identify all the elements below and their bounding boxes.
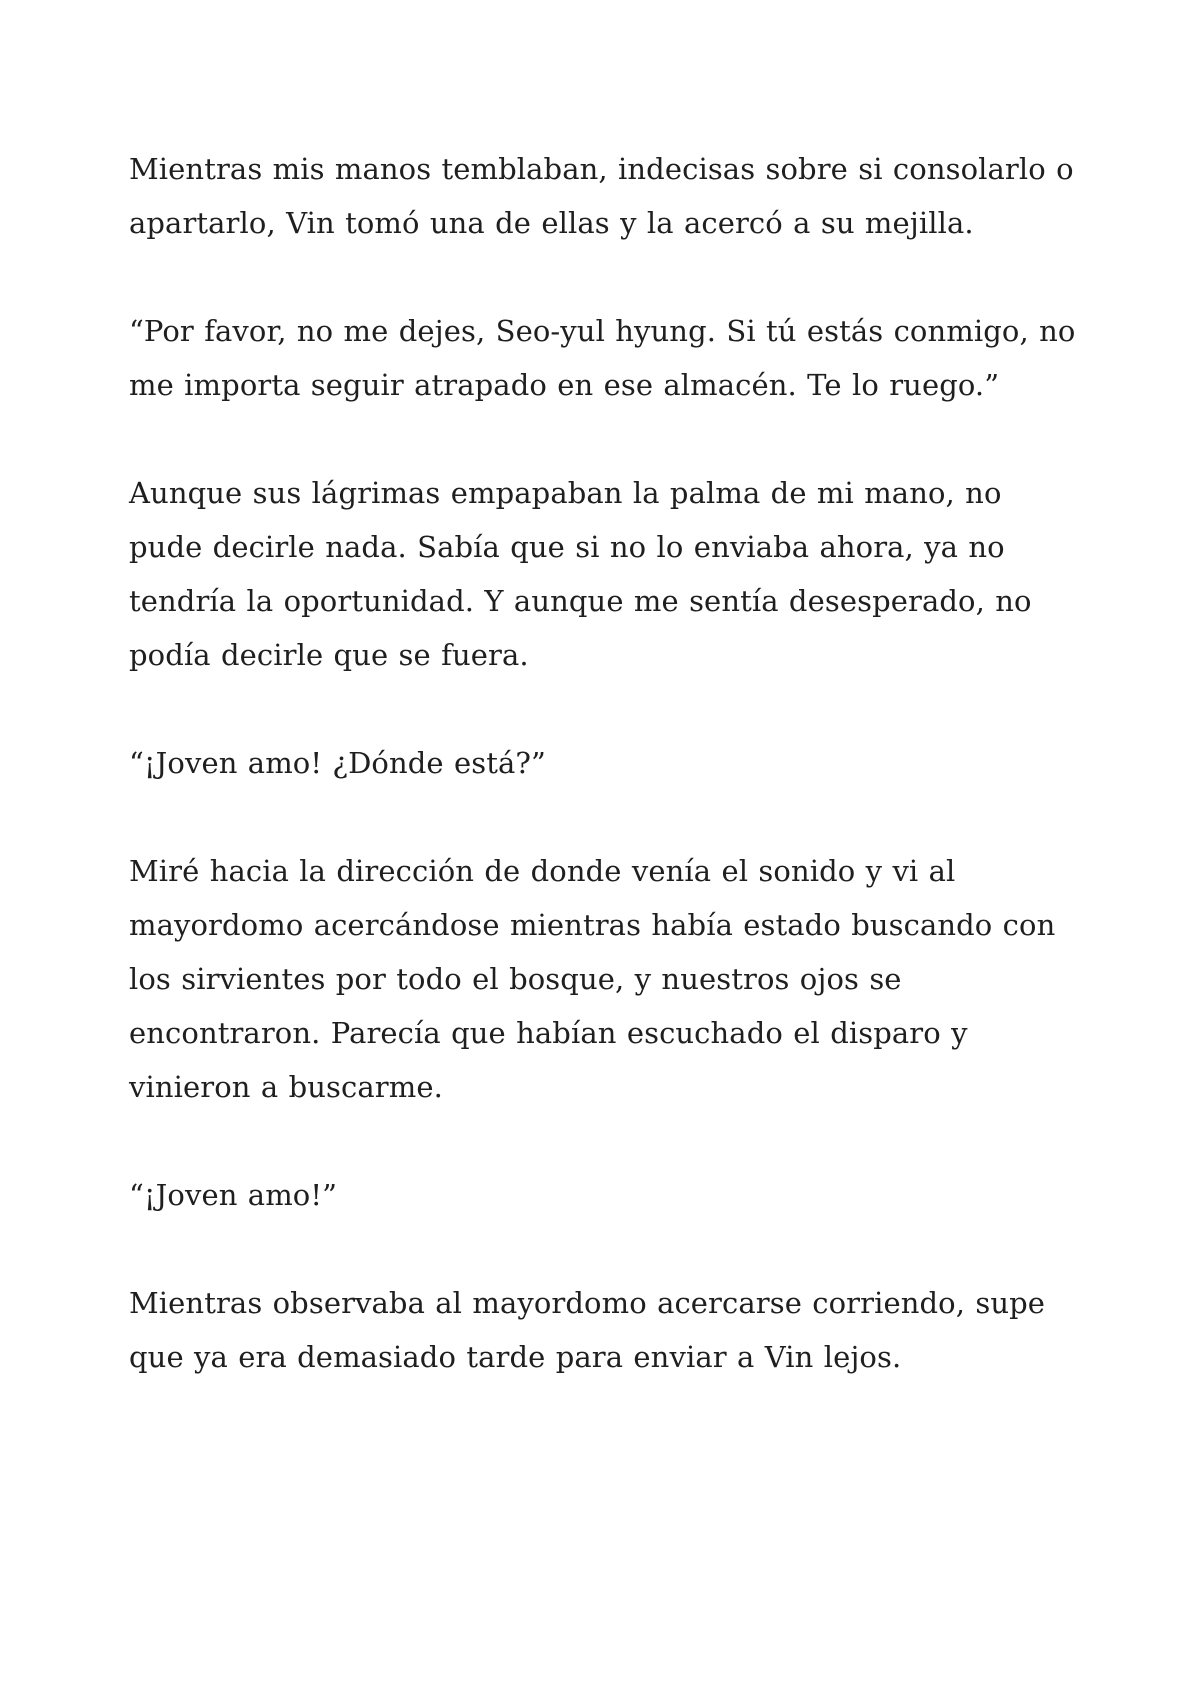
paragraph-3: Aunque sus lágrimas empapaban la palma de mi mano, no pude decirle nada. Sabía que si no lo enviaba ahora, ya no tendría la oportunidad. Y aunque me sentía desesperado, no podía decirle que se fuera. <box>129 476 1032 672</box>
paragraph-7: Mientras observaba al mayordomo acercarse corriendo, supe que ya era demasiado tarde para enviar a Vin lejos. <box>129 1286 1046 1374</box>
paragraph-4: “¡Joven amo! ¿Dónde está?” <box>129 746 546 780</box>
paragraph-1: Mientras mis manos temblaban, indecisas sobre si consolarlo o apartarlo, Vin tomó una de ellas y la acercó a su mejilla. <box>129 152 1074 240</box>
paragraph-2: “Por favor, no me dejes, Seo-yul hyung. Si tú estás conmigo, no me importa seguir atrapado en ese almacén. Te lo ruego.” <box>129 314 1076 402</box>
paragraph-6: “¡Joven amo!” <box>129 1178 338 1212</box>
text-block <box>129 142 1080 1384</box>
paragraph-5: Miré hacia la dirección de donde venía el sonido y vi al mayordomo acercándose mientras había estado buscando con los sirvientes por todo el bosque, y nuestros ojos se encontraron. Parecía que habían escuchado el disparo y vinieron a buscarme. <box>129 854 1056 1104</box>
